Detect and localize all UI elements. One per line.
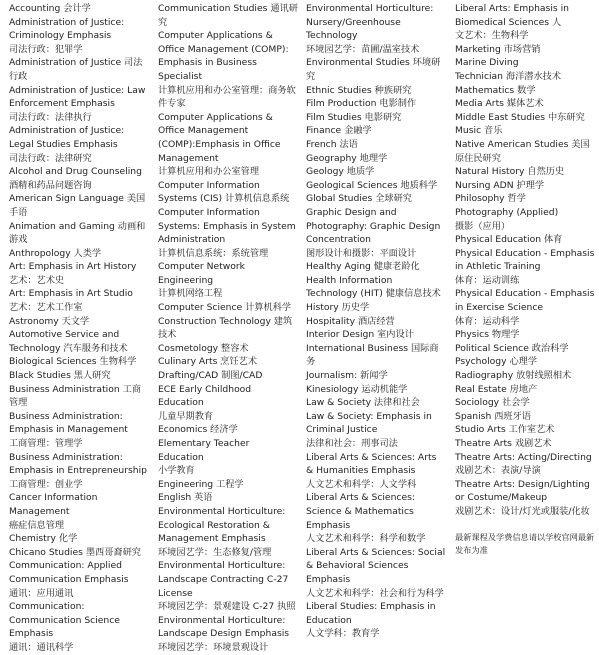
program-entry: Drafting/CAD 制图/CAD — [158, 370, 263, 382]
program-entry: Mathematics 数学 — [455, 84, 536, 96]
program-entry: 工商管理：创业学 — [9, 478, 83, 490]
program-entry: 戏剧艺术：设计/灯光或服装/化妆 — [455, 505, 590, 517]
program-entry: 司法行政：法律研究 — [9, 152, 92, 164]
program-entry: 人文学科：教育学 — [306, 628, 380, 640]
program-entry: Chemistry 化学 — [9, 533, 78, 545]
program-entry: English 英语 — [158, 492, 213, 504]
program-entry: Economics 经济学 — [158, 424, 238, 436]
program-entry: Administration of Justice: Legal Studies Emphasis — [9, 125, 125, 150]
program-entry: International Business 国际商务 — [306, 342, 439, 368]
program-entry: Computer Applications & Office Management (COMP):Emphasis in Office Management — [158, 111, 281, 164]
program-entry: Computer Information Systems (CIS) 计算机信息系统 — [158, 179, 290, 205]
program-entry: Business Administration 工商管理 — [9, 383, 141, 409]
program-entry: 体育：运动科学 — [455, 315, 520, 327]
program-entry: 艺术：艺术史 — [9, 274, 65, 286]
program-entry: French 法语 — [306, 138, 358, 150]
program-entry: Construction Technology 建筑技术 — [158, 315, 293, 341]
program-entry: 体育：运动训练 — [455, 274, 520, 286]
program-entry: Business Administration: Emphasis in Management — [9, 410, 128, 436]
program-entry: Geography 地理学 — [306, 152, 388, 164]
program-entry: Environmental Horticulture: Ecological Restoration & Management Emphasis — [158, 505, 286, 545]
program-entry: 癌症信息管理 — [9, 519, 65, 531]
program-entry: Finance 金融学 — [306, 125, 372, 137]
program-entry: Geological Sciences 地质科学 — [306, 179, 438, 191]
program-entry: Environmental Studies 环境研究 — [306, 57, 441, 82]
program-entry: 文艺术：生物科学 — [455, 30, 529, 42]
program-entry: Art: Emphasis in Art Studio — [9, 288, 133, 300]
program-entry: Global Studies 全球研究 — [306, 193, 412, 205]
program-entry: Environmental Horticulture: Landscape Design Emphasis — [158, 614, 290, 640]
program-entry: 小学教育 — [158, 465, 195, 477]
program-entry: Accounting 会计学 — [9, 3, 91, 14]
program-entry: Technician 海洋潜水技术 — [455, 70, 562, 82]
program-entry: Biological Sciences 生物科学 — [9, 356, 137, 368]
program-entry: Administration of Justice: Criminology Emphasis — [9, 16, 125, 42]
program-entry: 图形设计和摄影：平面设计 — [306, 247, 417, 259]
program-entry: Astronomy 天文学 — [9, 315, 90, 327]
program-entry: Anthropology 人类学 — [9, 247, 102, 259]
program-entry: Black Studies 黑人研究 — [9, 370, 111, 382]
program-entry: Cosmetology 整容术 — [158, 342, 249, 354]
program-entry: 司法行政：法律执行 — [9, 111, 92, 123]
program-entry: 环境园艺学：环境景观设计 — [158, 641, 269, 653]
footnote: 最新课程及学费信息请以学校官网最新发布为准 — [455, 531, 595, 556]
program-entry: Theatre Arts: Acting/Directing — [455, 451, 592, 463]
program-entry: Law & Society: Emphasis in Criminal Justice — [306, 410, 432, 436]
program-entry: 儿童早期教育 — [158, 410, 214, 422]
program-entry: 环境园艺学：景观建设 C-27 执照 — [158, 601, 296, 613]
program-entry: Marine Diving — [455, 57, 519, 69]
program-column-3 — [306, 2, 446, 641]
program-entry: Animation and Gaming 动画和游戏 — [9, 220, 146, 246]
program-entry: Theatre Arts 戏剧艺术 — [455, 438, 552, 449]
program-entry: Liberal Studies: Emphasis in Education — [306, 601, 436, 626]
program-entry: Liberal Arts & Sciences: Science & Mathematics Emphasis — [306, 492, 415, 531]
program-entry: Kinesiology 运动机能学 — [306, 383, 408, 395]
program-entry: ECE Early Childhood Education — [158, 383, 252, 409]
program-entry: Radiography 放射线照相术 — [455, 370, 572, 382]
program-entry: Administration of Justice: Law Enforcement Emphasis — [9, 84, 146, 110]
program-entry: Automotive Service and Technology 汽车服务和技术 — [9, 329, 128, 354]
program-entry: Graphic Design and Photography: Graphic Design Concentration — [306, 206, 441, 246]
program-entry: 通讯：应用通讯 — [9, 587, 74, 599]
program-entry: 通讯：通讯科学 — [9, 641, 74, 653]
program-column-4-entries — [455, 2, 595, 519]
program-entry: 摄影（应用） — [455, 220, 511, 232]
program-entry: Engineering 工程学 — [158, 478, 244, 490]
program-entry: Music 音乐 — [455, 125, 503, 137]
program-entry: Sociology 社会学 — [455, 397, 530, 409]
program-entry: Liberal Arts & Sciences: Arts & Humanities Emphasis — [306, 451, 437, 477]
program-entry: Administration of Justice 司法行政 — [9, 57, 143, 82]
program-entry: 司法行政：犯罪学 — [9, 43, 83, 55]
program-entry: Psychology 心理学 — [455, 356, 538, 368]
program-entry: Communication Studies 通讯研究 — [158, 3, 298, 28]
program-entry: Art: Emphasis in Art History — [9, 261, 137, 273]
program-entry: Geology 地质学 — [306, 166, 375, 178]
program-entry: 酒精和药品问题咨询 — [9, 179, 92, 191]
program-entry: 戏剧艺术：表演/导演 — [455, 465, 541, 477]
program-entry: Spanish 西班牙语 — [455, 410, 531, 422]
program-entry: Healthy Aging 健康老龄化 — [306, 261, 420, 273]
program-entry: 艺术：艺术工作室 — [9, 302, 83, 314]
program-entry: Natural History 自然历史 — [455, 166, 565, 178]
program-entry: Communication: Applied Communication Emphasis — [9, 560, 129, 585]
program-entry: Film Studies 电影研究 — [306, 111, 402, 123]
program-entry: Physical Education - Emphasis in Athletic Training — [455, 247, 595, 273]
program-entry: Computer Network Engineering — [158, 261, 245, 286]
program-entry: 计算机应用和办公室管理 — [158, 166, 260, 178]
program-entry: Computer Science 计算机科学 — [158, 302, 292, 314]
program-entry: Photography (Applied) — [455, 206, 559, 218]
program-entry: Marketing 市场营销 — [455, 43, 541, 55]
program-entry: Law & Society 法律和社会 — [306, 397, 420, 409]
program-entry: Liberal Arts & Sciences: Social & Behavioral Sciences Emphasis — [306, 546, 446, 585]
program-entry: Computer Applications & Office Management (COMP): Emphasis in Business Specialist — [158, 30, 289, 82]
program-entry: Interior Design 室内设计 — [306, 329, 414, 341]
program-entry: Health Information Technology (HIT) 健康信息技术 — [306, 274, 441, 300]
program-entry: Business Administration: Emphasis in Entrepreneurship — [9, 451, 147, 477]
program-entry: Hospitality 酒店经营 — [306, 315, 395, 327]
program-entry: Studio Arts 工作室艺术 — [455, 424, 555, 436]
program-entry: Elementary Teacher Education — [158, 438, 250, 463]
program-entry: Environmental Horticulture: Nursery/Greenhouse Technology — [306, 3, 434, 42]
program-entry: 人文艺术和科学：人文学科 — [306, 478, 417, 490]
program-column-4 — [455, 2, 595, 558]
program-entry: Liberal Arts: Emphasis in Biomedical Sciences 人 — [455, 3, 569, 28]
program-entry: Communication: Communication Science Emphasis — [9, 601, 120, 640]
program-entry: Culinary Arts 烹饪艺术 — [158, 356, 258, 368]
program-entry: Theatre Arts: Design/Lighting or Costume/Makeup — [455, 478, 590, 504]
program-entry: Ethnic Studies 种族研究 — [306, 84, 412, 96]
program-entry: Alcohol and Drug Counseling — [9, 166, 142, 178]
program-entry: Physics 物理学 — [455, 329, 520, 341]
program-entry: 计算机网络工程 — [158, 288, 223, 300]
program-entry: Political Science 政治科学 — [455, 342, 569, 354]
program-column-2 — [158, 2, 298, 655]
program-entry: 计算机信息系统：系统管理 — [158, 247, 269, 259]
program-entry: Film Production 电影制作 — [306, 98, 417, 110]
program-entry: Middle East Studies 中东研究 — [455, 111, 585, 123]
program-entry: 法律和社会：刑事司法 — [306, 438, 398, 449]
program-entry: History 历史学 — [306, 302, 370, 314]
program-entry: Real Estate 房地产 — [455, 383, 538, 395]
program-entry: Media Arts 媒体艺术 — [455, 98, 544, 110]
program-entry: Cancer Information Management — [9, 492, 98, 517]
program-entry: Environmental Horticulture: Landscape Contracting C-27 License — [158, 560, 289, 599]
program-entry: 工商管理：管理学 — [9, 438, 83, 449]
program-column-1 — [9, 2, 149, 655]
program-entry: 计算机应用和办公室管理：商务软件专家 — [158, 84, 296, 110]
program-entry: Nursing ADN 护理学 — [455, 179, 545, 191]
program-entry: 人文艺术和科学：科学和数学 — [306, 533, 426, 545]
program-entry: 环境园艺学：生态修复/管理 — [158, 546, 272, 558]
program-entry: 环境园艺学：苗圃/温室技术 — [306, 43, 420, 55]
program-entry: 人文艺术和科学：社会和行为科学 — [306, 587, 444, 599]
program-entry: Chicano Studies 墨西哥裔研究 — [9, 546, 141, 558]
program-entry: American Sign Language 美国手语 — [9, 193, 146, 218]
program-entry: Journalism: 新闻学 — [306, 370, 388, 382]
program-entry: Philosophy 哲学 — [455, 193, 526, 205]
program-entry: Physical Education - Emphasis in Exercise Science — [455, 288, 595, 314]
program-entry: Physical Education 体育 — [455, 234, 563, 246]
program-entry: Native American Studies 美国原住民研究 — [455, 138, 590, 164]
program-entry: Computer Information Systems: Emphasis in System Administration — [158, 206, 296, 246]
